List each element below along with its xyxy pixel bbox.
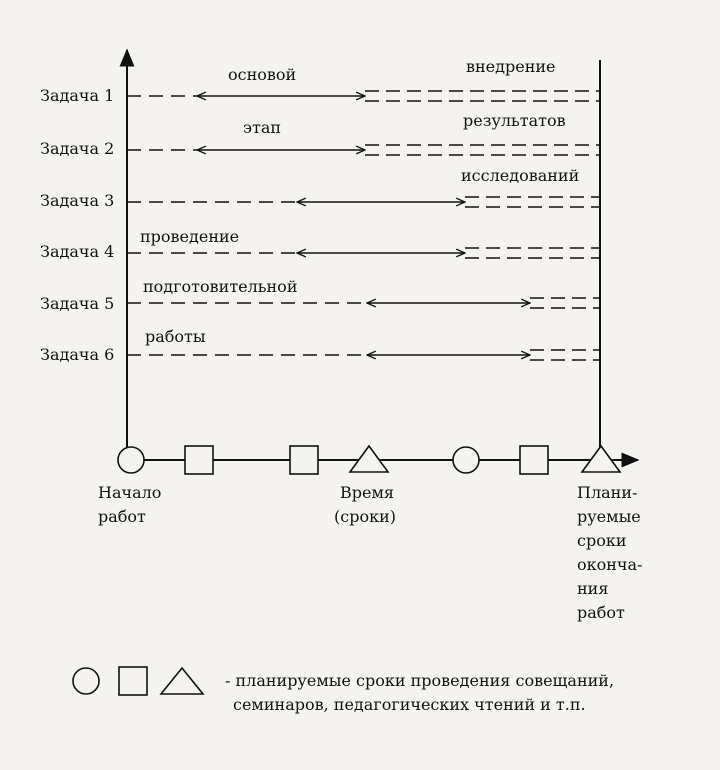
legend-square-icon [119,667,147,695]
square-marker-2 [290,446,318,474]
task-label-2: Задача 2 [40,139,115,158]
task-label-6: Задача 6 [40,345,115,364]
square-marker-3 [520,446,548,474]
task-label-5: Задача 5 [40,294,115,313]
end-label-4: оконча- [577,555,643,574]
task-label-3: Задача 3 [40,191,115,210]
impl-label-3: исследований [461,166,580,185]
main-label-2: этап [243,118,282,137]
time-label-2: (сроки) [334,507,396,526]
prep-label-1: проведение [140,227,240,246]
square-marker-1 [185,446,213,474]
end-label-2: руемые [577,507,641,526]
axis-markers [118,446,620,474]
task-label-1: Задача 1 [40,86,115,105]
start-label-2: работ [98,507,146,526]
end-label-3: сроки [577,531,627,550]
task-label-4: Задача 4 [40,242,115,261]
prep-label-3: работы [145,327,206,346]
prep-label-2: подготовительной [143,277,298,296]
impl-label-2: результатов [463,111,566,130]
start-label-1: Начало [98,483,162,502]
legend-triangle-icon [161,668,203,694]
impl-dashes [365,91,600,360]
circle-marker-1 [118,447,144,473]
end-label-1: Плани- [577,483,638,502]
end-label-6: работ [577,603,625,622]
circle-marker-2 [453,447,479,473]
legend-text-line2: семинаров, педагогических чтений и т.п. [233,695,586,714]
legend-text-line1: - планируемые сроки проведения совещаний, [225,671,615,690]
legend-shapes [73,667,203,695]
end-label-5: ния [577,579,609,598]
legend-circle-icon [73,668,99,694]
main-label-1: основой [228,65,297,84]
time-label-1: Время [340,483,395,502]
impl-label-1: внедрение [466,57,556,76]
